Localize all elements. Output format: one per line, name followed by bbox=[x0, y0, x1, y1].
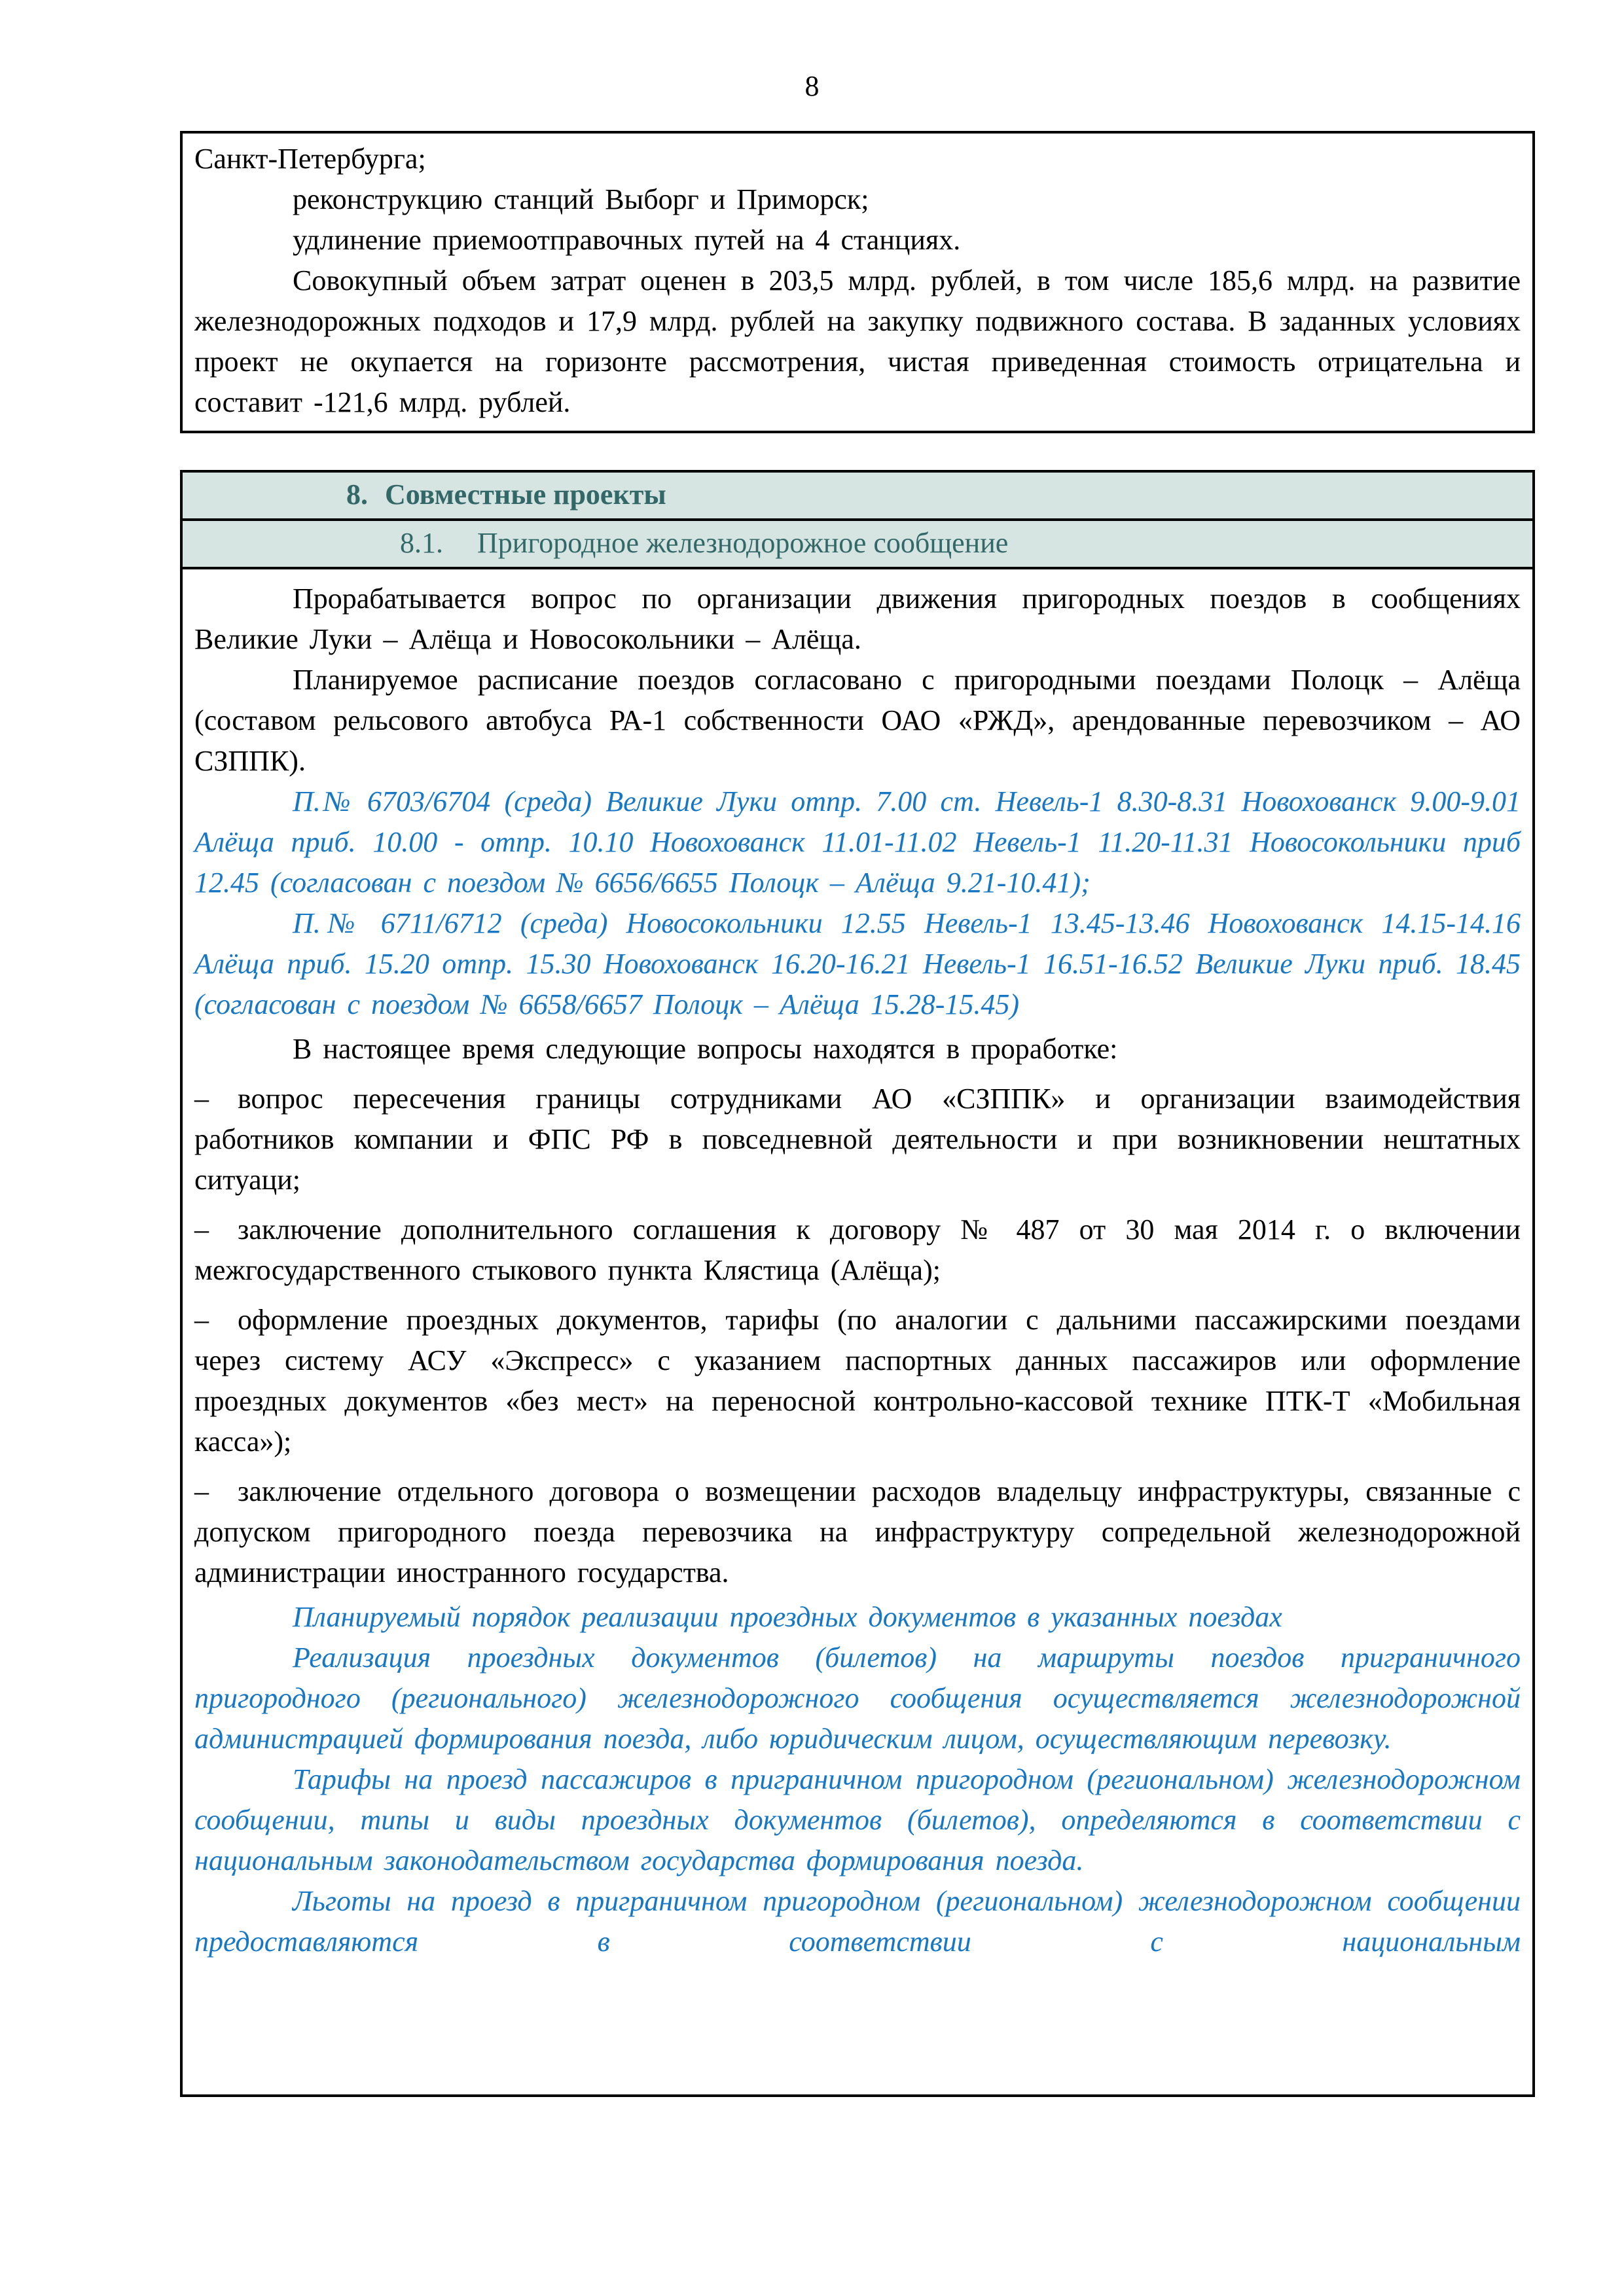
bullet-item-2 bbox=[194, 1210, 1521, 1291]
subsection-header bbox=[183, 521, 1532, 569]
bullet-dash: – bbox=[194, 1083, 209, 1115]
bullet-text: заключение отдельного договора о возмещении расходов владельцу инфраструктуры, связанные с допуском пригородного поезда перевозчика на инфраструктуру сопредельной железнодорожной администрации иностранного государства. bbox=[194, 1475, 1521, 1588]
section-body bbox=[183, 569, 1532, 2094]
section-number: 8. bbox=[346, 478, 368, 511]
blue-paragraph-2: Тарифы на проезд пассажиров в приграничном пригородном (региональном) железнодорожном сообщении, типы и виды проездных документов (билетов), определяются в соответствии с национальным законодательством государства формирования поезда. bbox=[194, 1763, 1521, 1876]
body-paragraph-3: В настоящее время следующие вопросы находятся в проработке: bbox=[293, 1033, 1118, 1065]
bullet-dash: – bbox=[194, 1475, 209, 1507]
section-title: Совместные проекты bbox=[385, 478, 666, 511]
train-schedule-2: П.№ 6711/6712 (среда) Новосокольники 12.55 Невель-1 13.45-13.46 Новохованск 14.15-14.16 Алёща приб. 15.20 отпр. 15.30 Новохованск 16.20-16.21 Невель-1 16.51-16.52 Великие Луки приб. 18.45 (согласован с поездом № 6658/6657 Полоцк – Алёща 15.28-15.45) bbox=[194, 907, 1521, 1020]
bullet-text: вопрос пересечения границы сотрудниками АО «СЗППК» и организации взаимодействия работников компании и ФПС РФ в повседневной деятельности и при возникновении нештатных ситуаци; bbox=[194, 1083, 1521, 1196]
intro-line-1: Санкт-Петербурга; bbox=[194, 143, 426, 175]
content-column bbox=[180, 131, 1535, 2097]
bullet-text: заключение дополнительного соглашения к договору № 487 от 30 мая 2014 г. о включении межгосударственного стыкового пункта Клястица (Алёща); bbox=[194, 1213, 1521, 1286]
page-number: 8 bbox=[804, 70, 820, 102]
intro-line-2: реконструкцию станций Выборг и Приморск; bbox=[293, 183, 869, 215]
intro-paragraph: Совокупный объем затрат оценен в 203,5 млрд. рублей, в том числе 185,6 млрд. на развитие железнодорожных подходов и 17,9 млрд. рублей на закупку подвижного состава. В заданных условиях проект не окупается на горизонте рассмотрения, чистая приведенная стоимость отрицательна и составит -121,6 млрд. рублей. bbox=[194, 264, 1521, 418]
bullet-dash: – bbox=[194, 1304, 209, 1336]
bullet-dash: – bbox=[194, 1213, 209, 1246]
section-header bbox=[183, 473, 1532, 521]
intro-line-3: удлинение приемоотправочных путей на 4 станциях. bbox=[293, 224, 961, 256]
subsection-number: 8.1. bbox=[400, 527, 443, 559]
blue-paragraph-3: Льготы на проезд в приграничном пригородном (региональном) железнодорожном сообщении предоставляются в соответствии с национальным bbox=[194, 1885, 1521, 1958]
train-schedule-1: П.№ 6703/6704 (среда) Великие Луки отпр. 7.00 ст. Невель-1 8.30-8.31 Новохованск 9.00-9.01 Алёща приб. 10.00 - отпр. 10.10 Новохованск 11.01-11.02 Невель-1 11.20-11.31 Новосокольники приб 12.45 (согласован с поездом № 6656/6655 Полоцк – Алёща 9.21-10.41); bbox=[194, 785, 1521, 899]
bullet-item-4 bbox=[194, 1471, 1521, 1593]
body-paragraph-1: Прорабатывается вопрос по организации движения пригородных поездов в сообщениях Великие Луки – Алёща и Новосокольники – Алёща. bbox=[194, 583, 1521, 655]
subsection-title: Пригородное железнодорожное сообщение bbox=[477, 527, 1009, 559]
intro-text-box bbox=[180, 131, 1535, 433]
bullet-item-3 bbox=[194, 1300, 1521, 1462]
blue-paragraph-1: Реализация проездных документов (билетов) на маршруты поездов приграничного пригородного (регионального) железнодорожного сообщения осуществляется железнодорожной администрацией формирования поезда, либо юридическим лицом, осуществляющим перевозку. bbox=[194, 1641, 1521, 1755]
body-paragraph-2: Планируемое расписание поездов согласовано с пригородными поездами Полоцк – Алёща (составом рельсового автобуса РА-1 собственности ОАО «РЖД», арендованные перевозчиком – АО СЗППК). bbox=[194, 664, 1521, 777]
blue-heading: Планируемый порядок реализации проездных документов в указанных поездах bbox=[293, 1601, 1282, 1633]
section-table bbox=[180, 470, 1535, 2097]
bullet-text: оформление проездных документов, тарифы (по аналогии с дальними пассажирскими поездами через систему АСУ «Экспресс» с указанием паспортных данных пассажиров или оформление проездных документов «без мест» на переносной контрольно-кассовой технике ПТК-Т «Мобильная касса»); bbox=[194, 1304, 1521, 1458]
bullet-item-1 bbox=[194, 1079, 1521, 1200]
